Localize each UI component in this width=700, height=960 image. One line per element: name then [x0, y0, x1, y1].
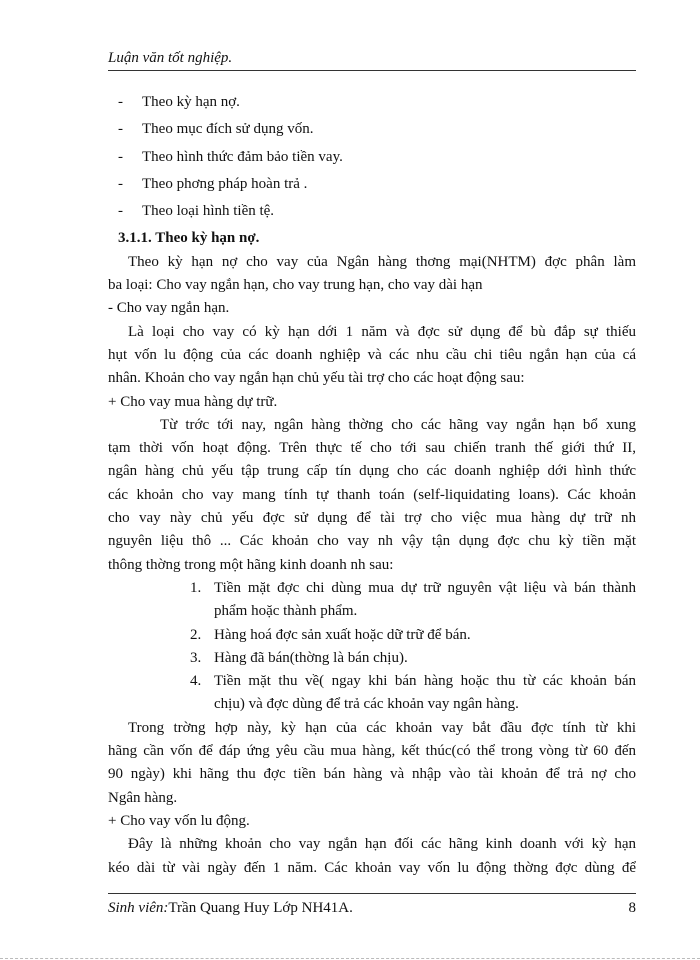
- item-number: 4.: [190, 673, 202, 690]
- footer-rule: [108, 893, 636, 894]
- paragraph-line: nguyên liệu thô ... Các khoản cho vay nh vậy tận dụng đợc chu kỳ tiền mặt: [108, 533, 636, 550]
- page-body: [108, 91, 636, 880]
- paragraph-line: các khoản cho vay mang tính tự thanh toán (self-liquidating loans). Các khoản: [108, 486, 636, 503]
- paragraph-line: Từ trớc tới nay, ngân hàng thờng cho các hãng vay ngắn hạn bổ xung: [160, 416, 636, 433]
- numbered-item-continuation: chịu) và đợc dùng để trả các khoản vay ngân hàng.: [214, 696, 519, 713]
- dash-icon: -: [118, 94, 123, 110]
- section-heading: 3.1.1. Theo kỳ hạn nợ.: [118, 230, 260, 247]
- footer-author: Trần Quang Huy Lớp NH41A.: [168, 900, 353, 916]
- dash-icon: -: [118, 175, 123, 192]
- item-number: 1.: [190, 579, 202, 596]
- paragraph-line: thông thờng trong một hãng kinh doanh nh sau:: [108, 556, 394, 573]
- bullet-text: Theo mục đích sử dụng vốn.: [142, 121, 314, 138]
- paragraph-line: kéo dài từ vài ngày đến 1 năm. Các khoản vay vốn lu động thờng đợc dùng để: [108, 859, 636, 876]
- paragraph-line: nhân. Khoản cho vay ngắn hạn chủ yếu tài trợ cho các hoạt động sau:: [108, 370, 525, 387]
- item-text: Tiền mặt đợc chi dùng mua dự trữ nguyên vật liệu và bán thành: [214, 579, 636, 596]
- subsection-label: + Cho vay vốn lu động.: [108, 812, 250, 829]
- item-text: Hàng hoá đợc sản xuất hoặc dữ trữ để bán.: [214, 626, 471, 643]
- footer-label: Sinh viên:: [108, 900, 169, 916]
- dash-icon: -: [118, 203, 123, 220]
- numbered-item: [108, 670, 636, 693]
- bullet-text: Theo phơng pháp hoàn trả .: [142, 175, 308, 192]
- item-number: 2.: [190, 626, 202, 643]
- paragraph-line: Ngân hàng.: [108, 789, 178, 806]
- item-text: Hàng đã bán(thờng là bán chịu).: [214, 649, 408, 666]
- bullet-text: Theo hình thức đảm bảo tiền vay.: [142, 148, 343, 165]
- paragraph-line: hãng cần vốn để đáp ứng yêu cầu mua hàng, kết thúc(có thể trong vòng từ 60 đến: [108, 743, 636, 760]
- bullet-item: [108, 118, 636, 141]
- paragraph-line: Là loại cho vay có kỳ hạn dới 1 năm và đợc sử dụng để bù đắp sự thiếu: [128, 323, 636, 340]
- numbered-item: [108, 624, 636, 647]
- paragraph-line: ba loại: Cho vay ngắn hạn, cho vay trung hạn, cho vay dài hạn: [108, 277, 483, 294]
- bullet-item: [108, 146, 636, 169]
- paragraph-line: cho vay này chủ yếu đợc sử dụng để tài trợ cho việc mua hàng dự trữ nh: [108, 510, 636, 527]
- paragraph-line: ngân hàng chủ yếu tập trung cấp tín dụng cho các doanh nghiệp dới hình thức: [108, 463, 636, 480]
- paragraph-line: Theo kỳ hạn nợ cho vay của Ngân hàng thơng mại(NHTM) đợc phân làm: [128, 253, 636, 270]
- dash-icon: -: [118, 148, 123, 165]
- numbered-item: [108, 577, 636, 600]
- paragraph-line: tạm thời vốn hoạt động. Trên thực tế cho tới sau chiến tranh thế giới thứ II,: [108, 440, 636, 457]
- subsection-label: + Cho vay mua hàng dự trữ.: [108, 393, 278, 410]
- bullet-item: [108, 91, 636, 114]
- page-number: 8: [628, 900, 636, 916]
- item-text: Tiền mặt thu về( ngay khi bán hàng hoặc thu từ các khoản bán: [214, 673, 636, 690]
- numbered-item: [108, 647, 636, 670]
- paragraph-line: Đây là những khoản cho vay ngắn hạn đối các hãng kinh doanh với kỳ hạn: [128, 836, 636, 853]
- dash-icon: -: [118, 121, 123, 138]
- bullet-item: [108, 200, 636, 223]
- numbered-item-continuation: phẩm hoặc thành phẩm.: [214, 603, 358, 620]
- running-footer: [108, 900, 636, 917]
- bullet-text: Theo loại hình tiền tệ.: [142, 203, 275, 220]
- running-header: Luận văn tốt nghiệp.: [108, 50, 233, 66]
- bullet-item: [108, 173, 636, 196]
- paragraph-line: Trong trờng hợp này, kỳ hạn của các khoản vay bắt đầu đợc tính từ khi: [128, 719, 636, 736]
- header-rule: [108, 70, 636, 71]
- subsection-label: - Cho vay ngắn hạn.: [108, 300, 230, 317]
- item-number: 3.: [190, 649, 202, 666]
- paragraph-line: hụt vốn lu động của các doanh nghiệp và các nhu cầu chi tiêu ngắn hạn của cá: [108, 346, 636, 363]
- paragraph-line: 90 ngày) khi hãng thu đợc tiền bán hàng và nhập vào tài khoản để trả nợ cho: [108, 766, 636, 783]
- page-edge-divider: [0, 958, 700, 959]
- bullet-text: Theo kỳ hạn nợ.: [142, 94, 240, 110]
